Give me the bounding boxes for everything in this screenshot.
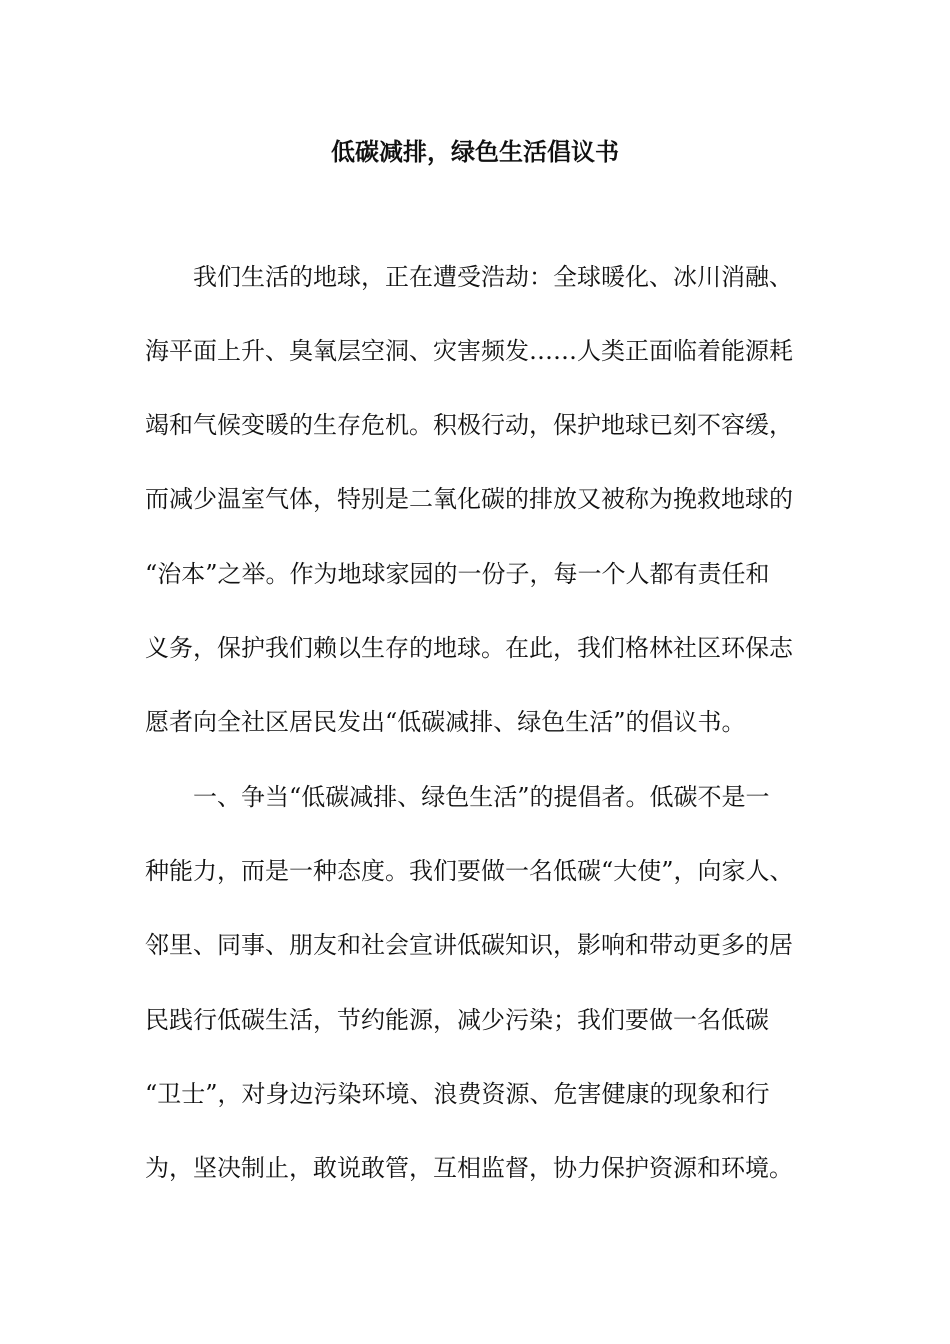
- paragraph-1-line-6: 义务，保护我们赖以生存的地球。在此，我们格林社区环保志: [145, 634, 793, 662]
- paragraph-1-line-1: 我们生活的地球，正在遭受浩劫：全球暖化、冰川消融、: [193, 263, 793, 291]
- document-title: 低碳减排，绿色生活倡议书: [331, 137, 619, 166]
- paragraph-2-line-6: 为，坚决制止，敢说敢管，互相监督，协力保护资源和环境。: [145, 1154, 793, 1182]
- paragraph-2-line-2: 种能力，而是一种态度。我们要做一名低碳“大使”，向家人、: [145, 857, 794, 885]
- paragraph-2-line-1: 一、争当“低碳减排、绿色生活”的提倡者。低碳不是一: [193, 783, 770, 811]
- paragraph-1-line-5: “治本”之举。作为地球家园的一份子，每一个人都有责任和: [145, 560, 770, 588]
- paragraph-1-line-2: 海平面上升、臭氧层空洞、灾害频发……人类正面临着能源耗: [145, 337, 793, 365]
- paragraph-1-line-4: 而减少温室气体，特别是二氧化碳的排放又被称为挽救地球的: [145, 485, 793, 513]
- paragraph-2-line-5: “卫士”，对身边污染环境、浪费资源、危害健康的现象和行: [145, 1080, 770, 1108]
- paragraph-2-line-4: 民践行低碳生活，节约能源，减少污染；我们要做一名低碳: [145, 1006, 769, 1034]
- paragraph-2-line-3: 邻里、同事、朋友和社会宣讲低碳知识，影响和带动更多的居: [145, 931, 793, 959]
- paragraph-1-line-3: 竭和气候变暖的生存危机。积极行动，保护地球已刻不容缓，: [145, 411, 793, 439]
- paragraph-1-line-7: 愿者向全社区居民发出“低碳减排、绿色生活”的倡议书。: [145, 708, 746, 736]
